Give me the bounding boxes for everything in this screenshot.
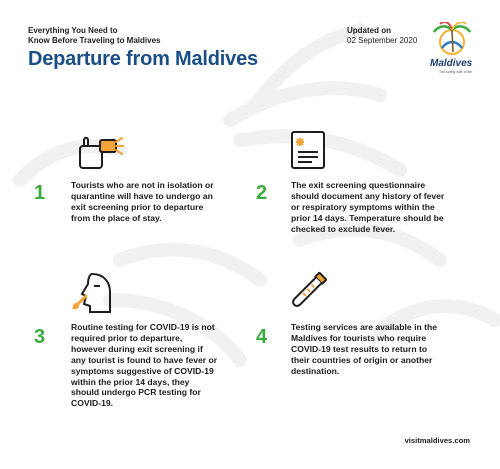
item-3-line: within the prior 14 days, they <box>71 376 190 387</box>
item-1-line: quarantine will have to undergo an <box>71 190 213 201</box>
item-2-line: checked to exclude fever. <box>291 223 396 234</box>
updated-info <box>347 26 417 45</box>
item-4-line: their countries of origin or another <box>291 354 433 365</box>
header-subtitle-line1: Everything You Need to <box>28 26 118 35</box>
item-1-number: 1 <box>34 182 46 204</box>
item-4-line: COVID-19 test results to return to <box>291 343 428 354</box>
item-4-number: 4 <box>256 326 268 348</box>
item-2-number: 2 <box>256 182 268 204</box>
header-subtitle <box>28 26 160 45</box>
item-4-line: Maldives for tourists who require <box>291 332 427 343</box>
item-2-line: The exit screening questionnaire <box>291 180 426 190</box>
nasal-swab-icon <box>72 272 116 319</box>
item-2-line: should document any history of fever <box>291 190 445 201</box>
page-title: Departure from Maldives <box>28 48 258 70</box>
item-2-line: or respiratory symptoms within the <box>291 201 435 212</box>
questionnaire-form-icon <box>290 130 326 175</box>
item-4-line: destination. <box>291 365 340 376</box>
item-3-line: Routine testing for COVID-19 is not <box>71 322 215 332</box>
item-3-line: however during exit screening if <box>71 343 203 354</box>
item-4-line: Testing services are available in the <box>291 322 438 332</box>
item-1-line: exit screening prior to departure <box>71 201 204 212</box>
updated-label: Updated on <box>347 26 391 35</box>
item-3-number: 3 <box>34 326 46 348</box>
item-2-text <box>291 180 444 235</box>
item-3-line: symptoms suggestive of COVID-19 <box>71 365 214 376</box>
item-4-text <box>291 322 437 377</box>
header-subtitle-line2: Know Before Traveling to Maldives <box>28 35 161 45</box>
logo-tagline: The sunny side of life <box>439 70 473 74</box>
item-1-text <box>71 180 214 224</box>
item-3-text <box>71 322 217 409</box>
logo-wordmark: Maldives <box>430 58 473 69</box>
footer-website-link[interactable]: visitmaldives.com <box>404 436 470 445</box>
item-3-line: required prior to departure, <box>71 332 183 343</box>
thermometer-gun-icon <box>76 132 128 177</box>
item-1-line: Tourists who are not in isolation or <box>71 180 214 190</box>
updated-date: 02 September 2020 <box>347 35 418 45</box>
test-tube-icon <box>286 268 330 319</box>
item-3-line: COVID-19. <box>71 398 114 409</box>
item-3-line: should undergo PCR testing for <box>71 387 201 398</box>
item-2-line: prior 14 days. Temperature should be <box>291 212 444 223</box>
item-1-line: from the place of stay. <box>71 212 162 223</box>
item-3-line: any tourist is found to have fever or <box>71 354 218 365</box>
